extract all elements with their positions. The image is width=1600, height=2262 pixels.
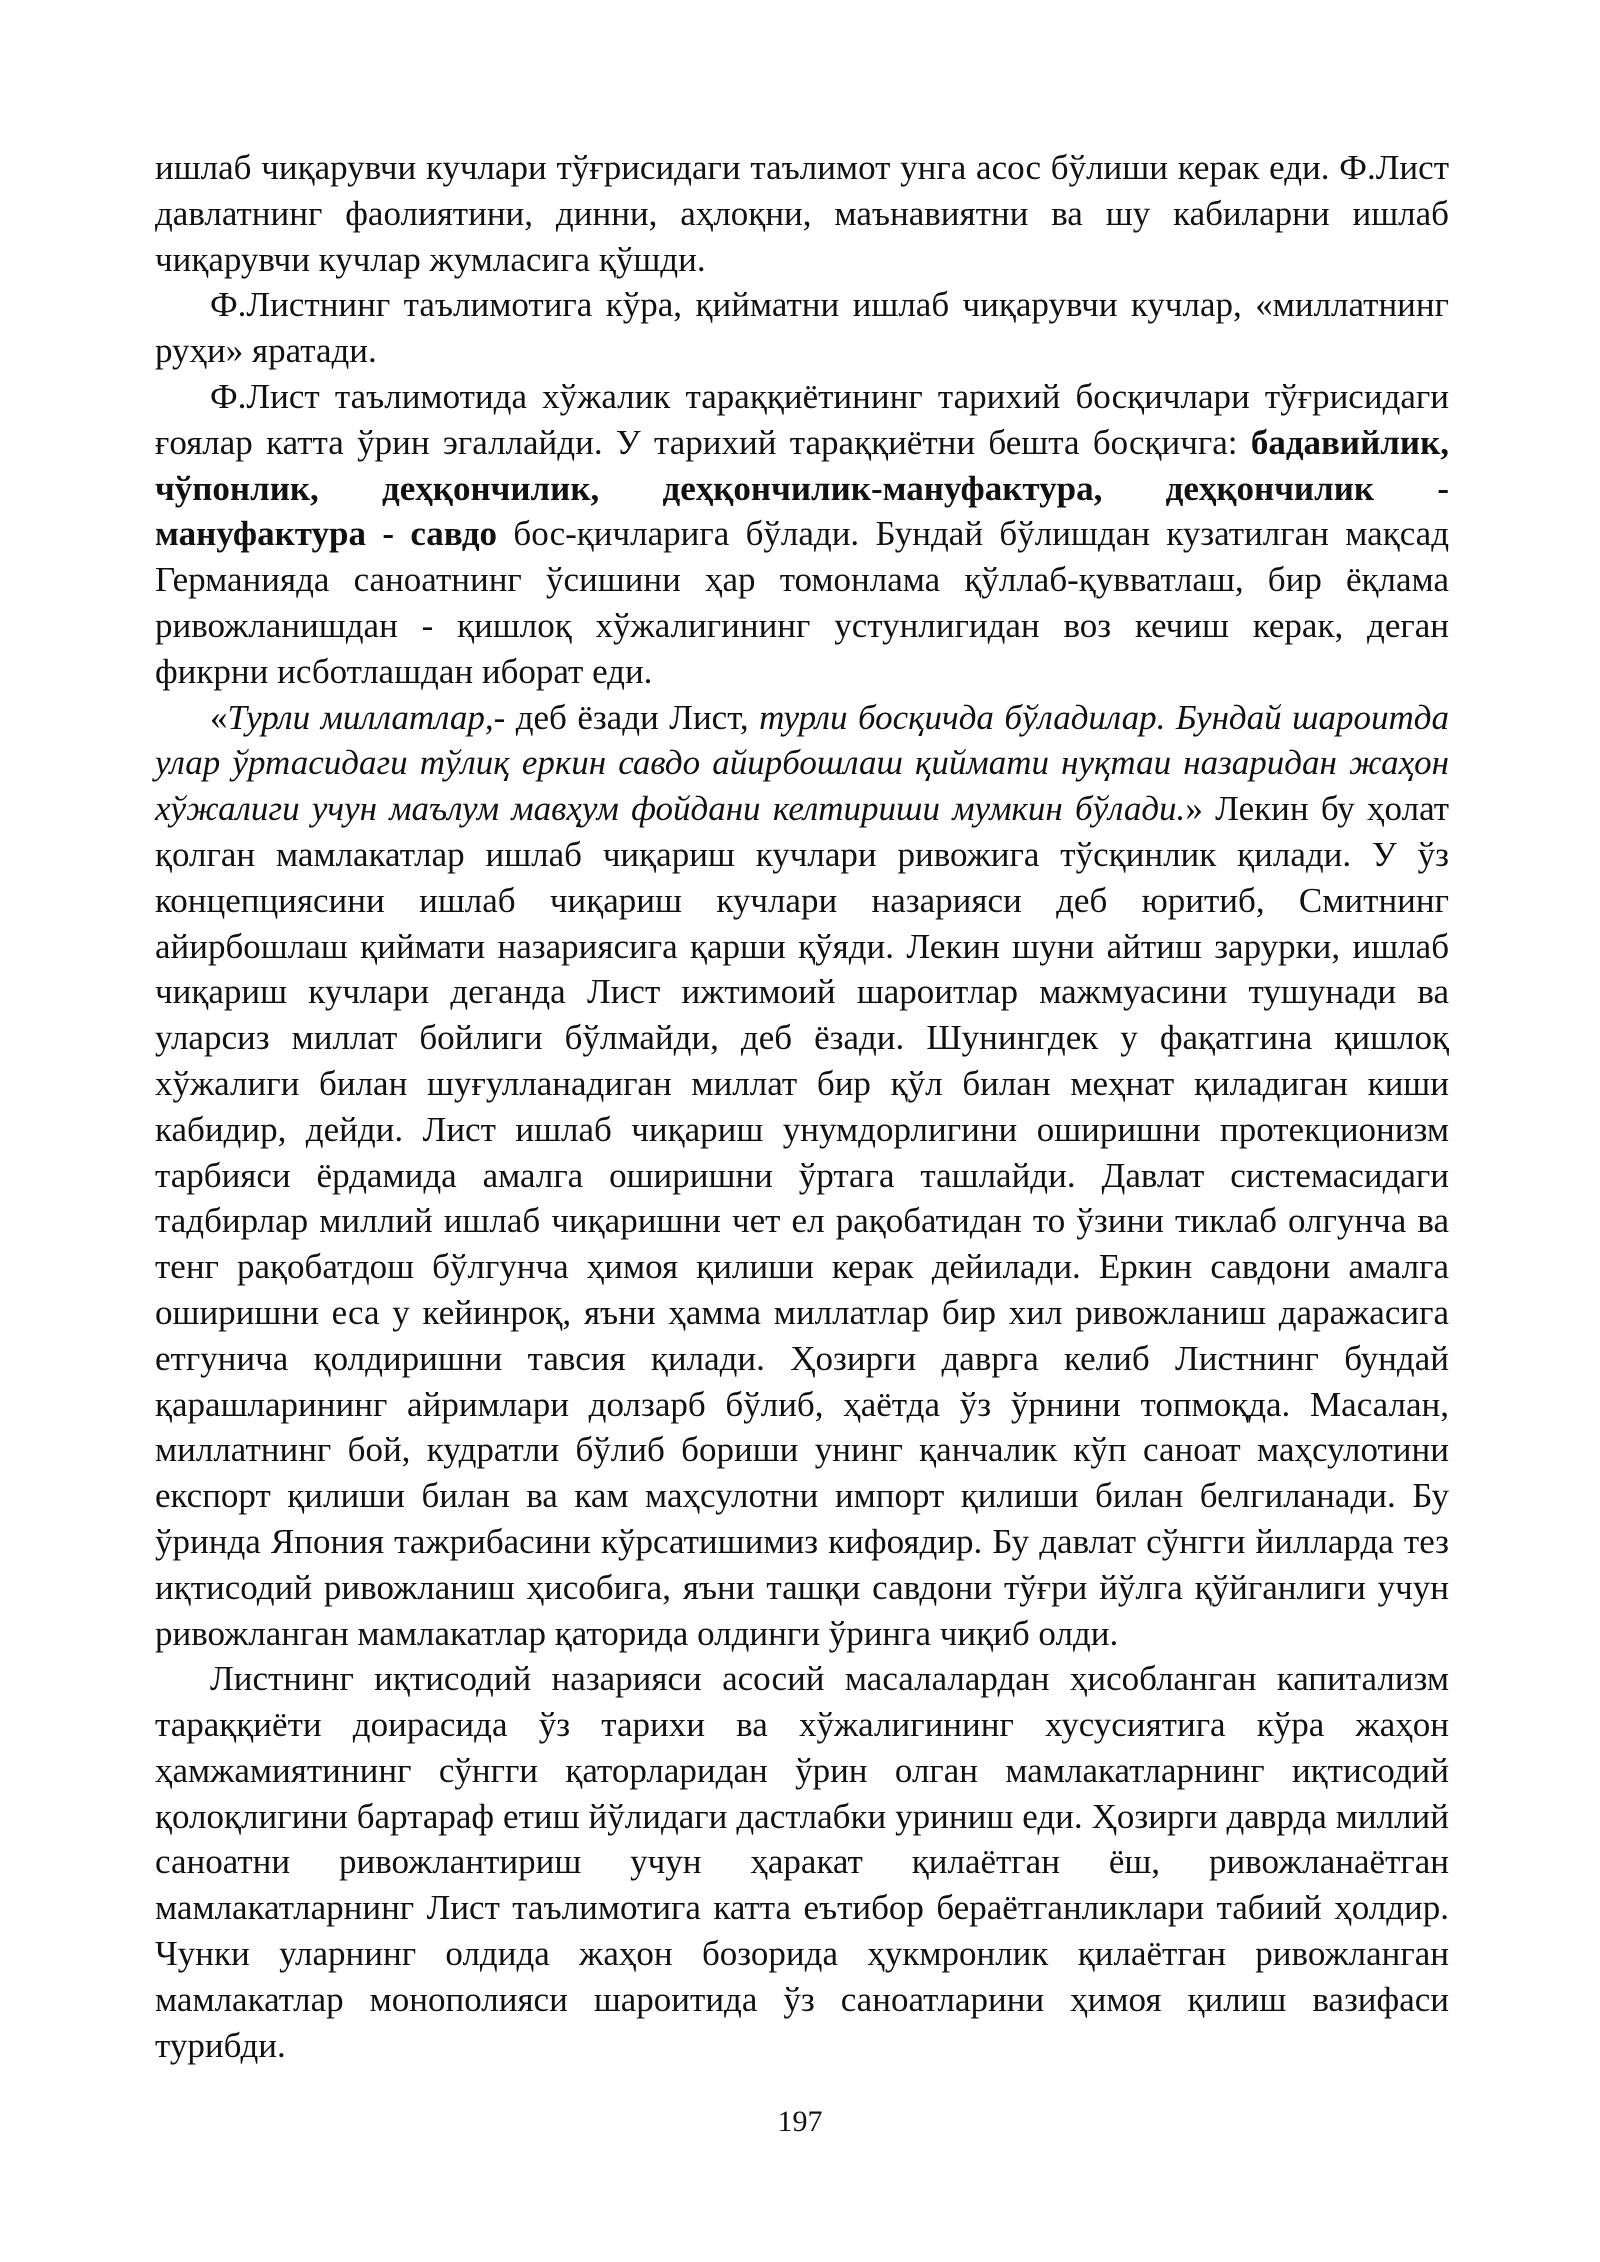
paragraph-1	[155, 145, 1449, 282]
paragraph-5-text: Листнинг иқтисодий назарияси асосий масалалардан ҳисобланган капитализм тараққиёти доирасида ўз тарихи ва хўжалигининг хусусиятига кўра жаҳон ҳамжамиятининг сўнгги қаторларидан ўрин олган мамлакатларнинг иқтисодий қолоқлигини бартараф етиш йўлидаги дастлабки уриниш еди. Ҳозирги даврда миллий саноатни ривожлантириш учун ҳаракат қилаётган ёш, ривожланаётган мамлакатларнинг Лист таълимотига катта еътибор бераётганликлари табиий ҳолдир. Чунки уларнинг олдида жаҳон бозорида ҳукмронлик қилаётган ривожланган мамлакатлар монополияси шароитида ўз саноатларини ҳимоя қилиш вазифаси турибди.	[155, 1659, 1449, 2065]
paragraph-2	[155, 282, 1449, 374]
paragraph-3-text-end: бос-қичларига бўлади. Бундай бўлишдан кузатилган мақсад Германияда саноатнинг ўсишини ҳар томонлама қўллаб-қувватлаш, бир ёқлама ривожланишдан - қишлоқ хўжалигининг устунлигидан воз кечиш керак, деган фикрни исботлашдан иборат еди.	[155, 514, 1449, 691]
paragraph-2-text: Ф.Листнинг таълимотига кўра, қийматни ишлаб чиқарувчи кучлар, «миллатнинг руҳи» яратади.	[155, 285, 1449, 371]
paragraph-4-text: » Лекин бу ҳолат қолган мамлакатлар ишлаб чиқариш кучлари ривожига тўсқинлик қилади. У ўз концепциясини ишлаб чиқариш кучлари назарияси деб юритиб, Смитнинг айирбошлаш қиймати назариясига қарши қўяди. Лекин шуни айтиш зарурки, ишлаб чиқариш кучлари деганда Лист ижтимоий шароитлар мажмуасини тушунади ва уларсиз миллат бойлиги бўлмайди, деб ёзади. Шунингдек у фақатгина қишлоқ хўжалиги билан шуғулланадиган миллат бир қўл билан меҳнат қиладиган киши кабидир, дейди. Лист ишлаб чиқариш унумдорлигини оширишни протекционизм тарбияси ёрдамида амалга оширишни ўртага ташлайди. Давлат системасидаги тадбирлар миллий ишлаб чиқаришни чет ел рақобатидан то ўзини тиклаб олгунча ва тенг рақобатдош бўлгунча ҳимоя қилиши керак дейилади. Еркин савдони амалга оширишни еса у кейинроқ, яъни ҳамма миллатлар бир хил ривожланиш даражасига етгунича қолдиришни тавсия қилади. Ҳозирги даврга келиб Листнинг бундай қарашларининг айримлари долзарб бўлиб, ҳаётда ўз ўрнини топмоқда. Масалан, миллатнинг бой, кудратли бўлиб бориши унинг қанчалик кўп саноат маҳсулотини експорт қилиши билан ва кам маҳсулотни импорт қилиши билан белгиланади. Бу ўринда Япония тажрибасини кўрсатишимиз кифоядир. Бу давлат сўнгги йилларда тез иқтисодий ривожланиш ҳисобига, яъни ташқи савдони тўғри йўлга қўйганлиги учун ривожланган мамлакатлар қаторида олдинги ўринга чиқиб олди.	[155, 789, 1449, 1653]
paragraph-4	[155, 695, 1449, 1657]
paragraph-4-attribution: деб ёзади Лист,	[505, 697, 760, 737]
paragraph-5	[155, 1656, 1449, 2068]
page-number: 197	[777, 2105, 823, 2138]
paragraph-3-bold-stages: бадавийлик, чўпонлик, деҳқончилик, деҳқончилик-мануфактура, деҳқончилик - мануфактура - савдо	[155, 422, 1449, 554]
page-body	[155, 145, 1449, 2068]
paragraph-4-open-quote: «	[210, 697, 228, 737]
paragraph-4-italic-quote-start: Турли миллатлар,-	[227, 697, 506, 737]
paragraph-3	[155, 374, 1449, 695]
paragraph-4-italic-quote: турли босқичда бўладилар. Бундай шароитда улар ўртасидаги тўлиқ еркин савдо айирбошлаш қиймати нуқтаи назаридан жаҳон хўжалиги учун маълум мавҳум фойдани келтириши мумкин бўлади.	[155, 697, 1450, 829]
paragraph-1-text: ишлаб чиқарувчи кучлари тўғрисидаги таълимот унга асос бўлиши керак еди. Ф.Лист давлатнинг фаолиятини, динни, аҳлоқни, маънавиятни ва шу кабиларни ишлаб чиқарувчи кучлар жумласига қўшди.	[155, 148, 1449, 279]
paragraph-3-text-start: Ф.Лист таълимотида хўжалик тараққиётининг тарихий босқичлари тўғрисидаги ғоялар катта ўрин эгаллайди. У тарихий тараққиётни бешта босқичга:	[155, 376, 1449, 462]
